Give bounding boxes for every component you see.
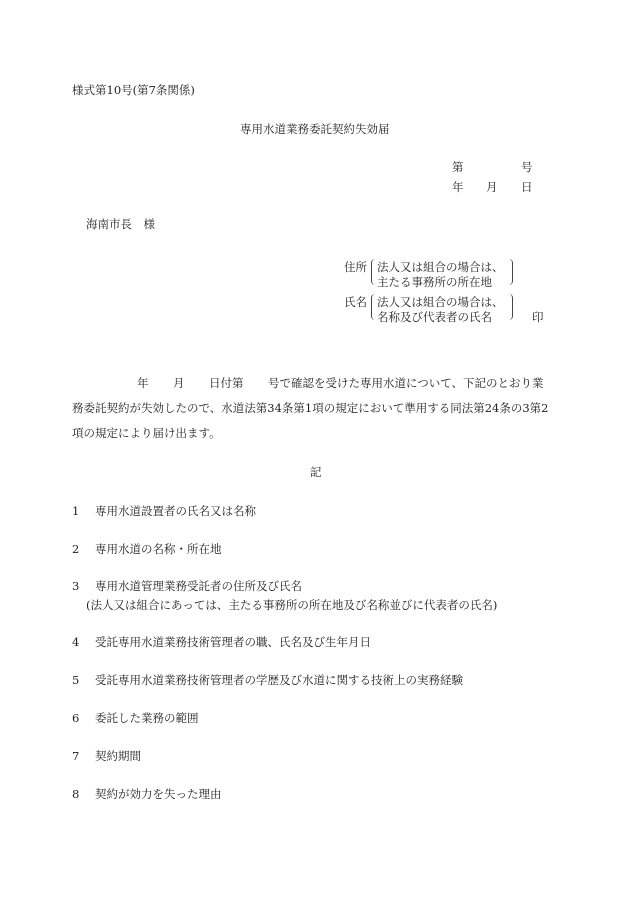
item-3-number: 3	[72, 579, 80, 593]
date-day: 日	[521, 180, 533, 194]
item-2-number: 2	[72, 542, 80, 556]
item-3-subtext: (法人又は組合にあっては、主たる事務所の所在地及び名称並びに代表者の氏名)	[86, 598, 498, 612]
seal-mark: 印	[532, 310, 544, 324]
item-7-number: 7	[72, 749, 80, 763]
item-6-number: 6	[72, 711, 80, 725]
address-note-line2: 主たる事務所の所在地	[377, 275, 492, 289]
body-date-dai: 日付第	[209, 376, 244, 390]
item-8-text: 契約が効力を失った理由	[95, 787, 222, 801]
doc-number-dai: 第	[452, 160, 464, 174]
item-3-text: 専用水道管理業務受託者の住所及び氏名	[95, 579, 302, 593]
body-line1-rest: 号で確認を受けた専用水道について、下記のとおり業	[268, 376, 544, 390]
item-8-number: 8	[72, 787, 80, 801]
document-title: 専用水道業務委託契約失効届	[240, 122, 390, 136]
item-4-number: 4	[72, 635, 80, 649]
name-note-line2: 名称及び代表者の氏名	[377, 310, 492, 324]
item-5-number: 5	[72, 673, 80, 687]
address-label: 住所	[344, 260, 367, 274]
name-label: 氏名	[344, 295, 367, 309]
item-2-text: 専用水道の名称・所在地	[95, 542, 222, 556]
item-1-text: 専用水道設置者の氏名又は名称	[95, 504, 256, 518]
date-month: 月	[486, 180, 498, 194]
name-note-line1: 法人又は組合の場合は、	[377, 295, 504, 309]
item-7-text: 契約期間	[95, 749, 141, 763]
item-4-text: 受託専用水道業務技術管理者の職、氏名及び生年月日	[95, 635, 371, 649]
address-note-line1: 法人又は組合の場合は、	[377, 260, 504, 274]
ki-heading: 記	[310, 465, 322, 479]
body-line3: 項の規定により届け出ます。	[72, 426, 221, 440]
doc-number-go: 号	[521, 160, 533, 174]
item-1-number: 1	[72, 504, 80, 518]
body-line2: 務委託契約が失効したので、水道法第34条第1項の規定において準用する同法第24条の3第2	[72, 401, 549, 415]
item-6-text: 委託した業務の範囲	[95, 711, 199, 725]
body-month: 月	[173, 376, 185, 390]
date-year: 年	[452, 180, 464, 194]
item-5-text: 受託専用水道業務技術管理者の学歴及び水道に関する技術上の実務経験	[95, 673, 463, 687]
addressee: 海南市長 様	[86, 217, 155, 231]
body-year: 年	[137, 376, 149, 390]
form-number: 様式第10号(第7条関係)	[72, 83, 195, 97]
